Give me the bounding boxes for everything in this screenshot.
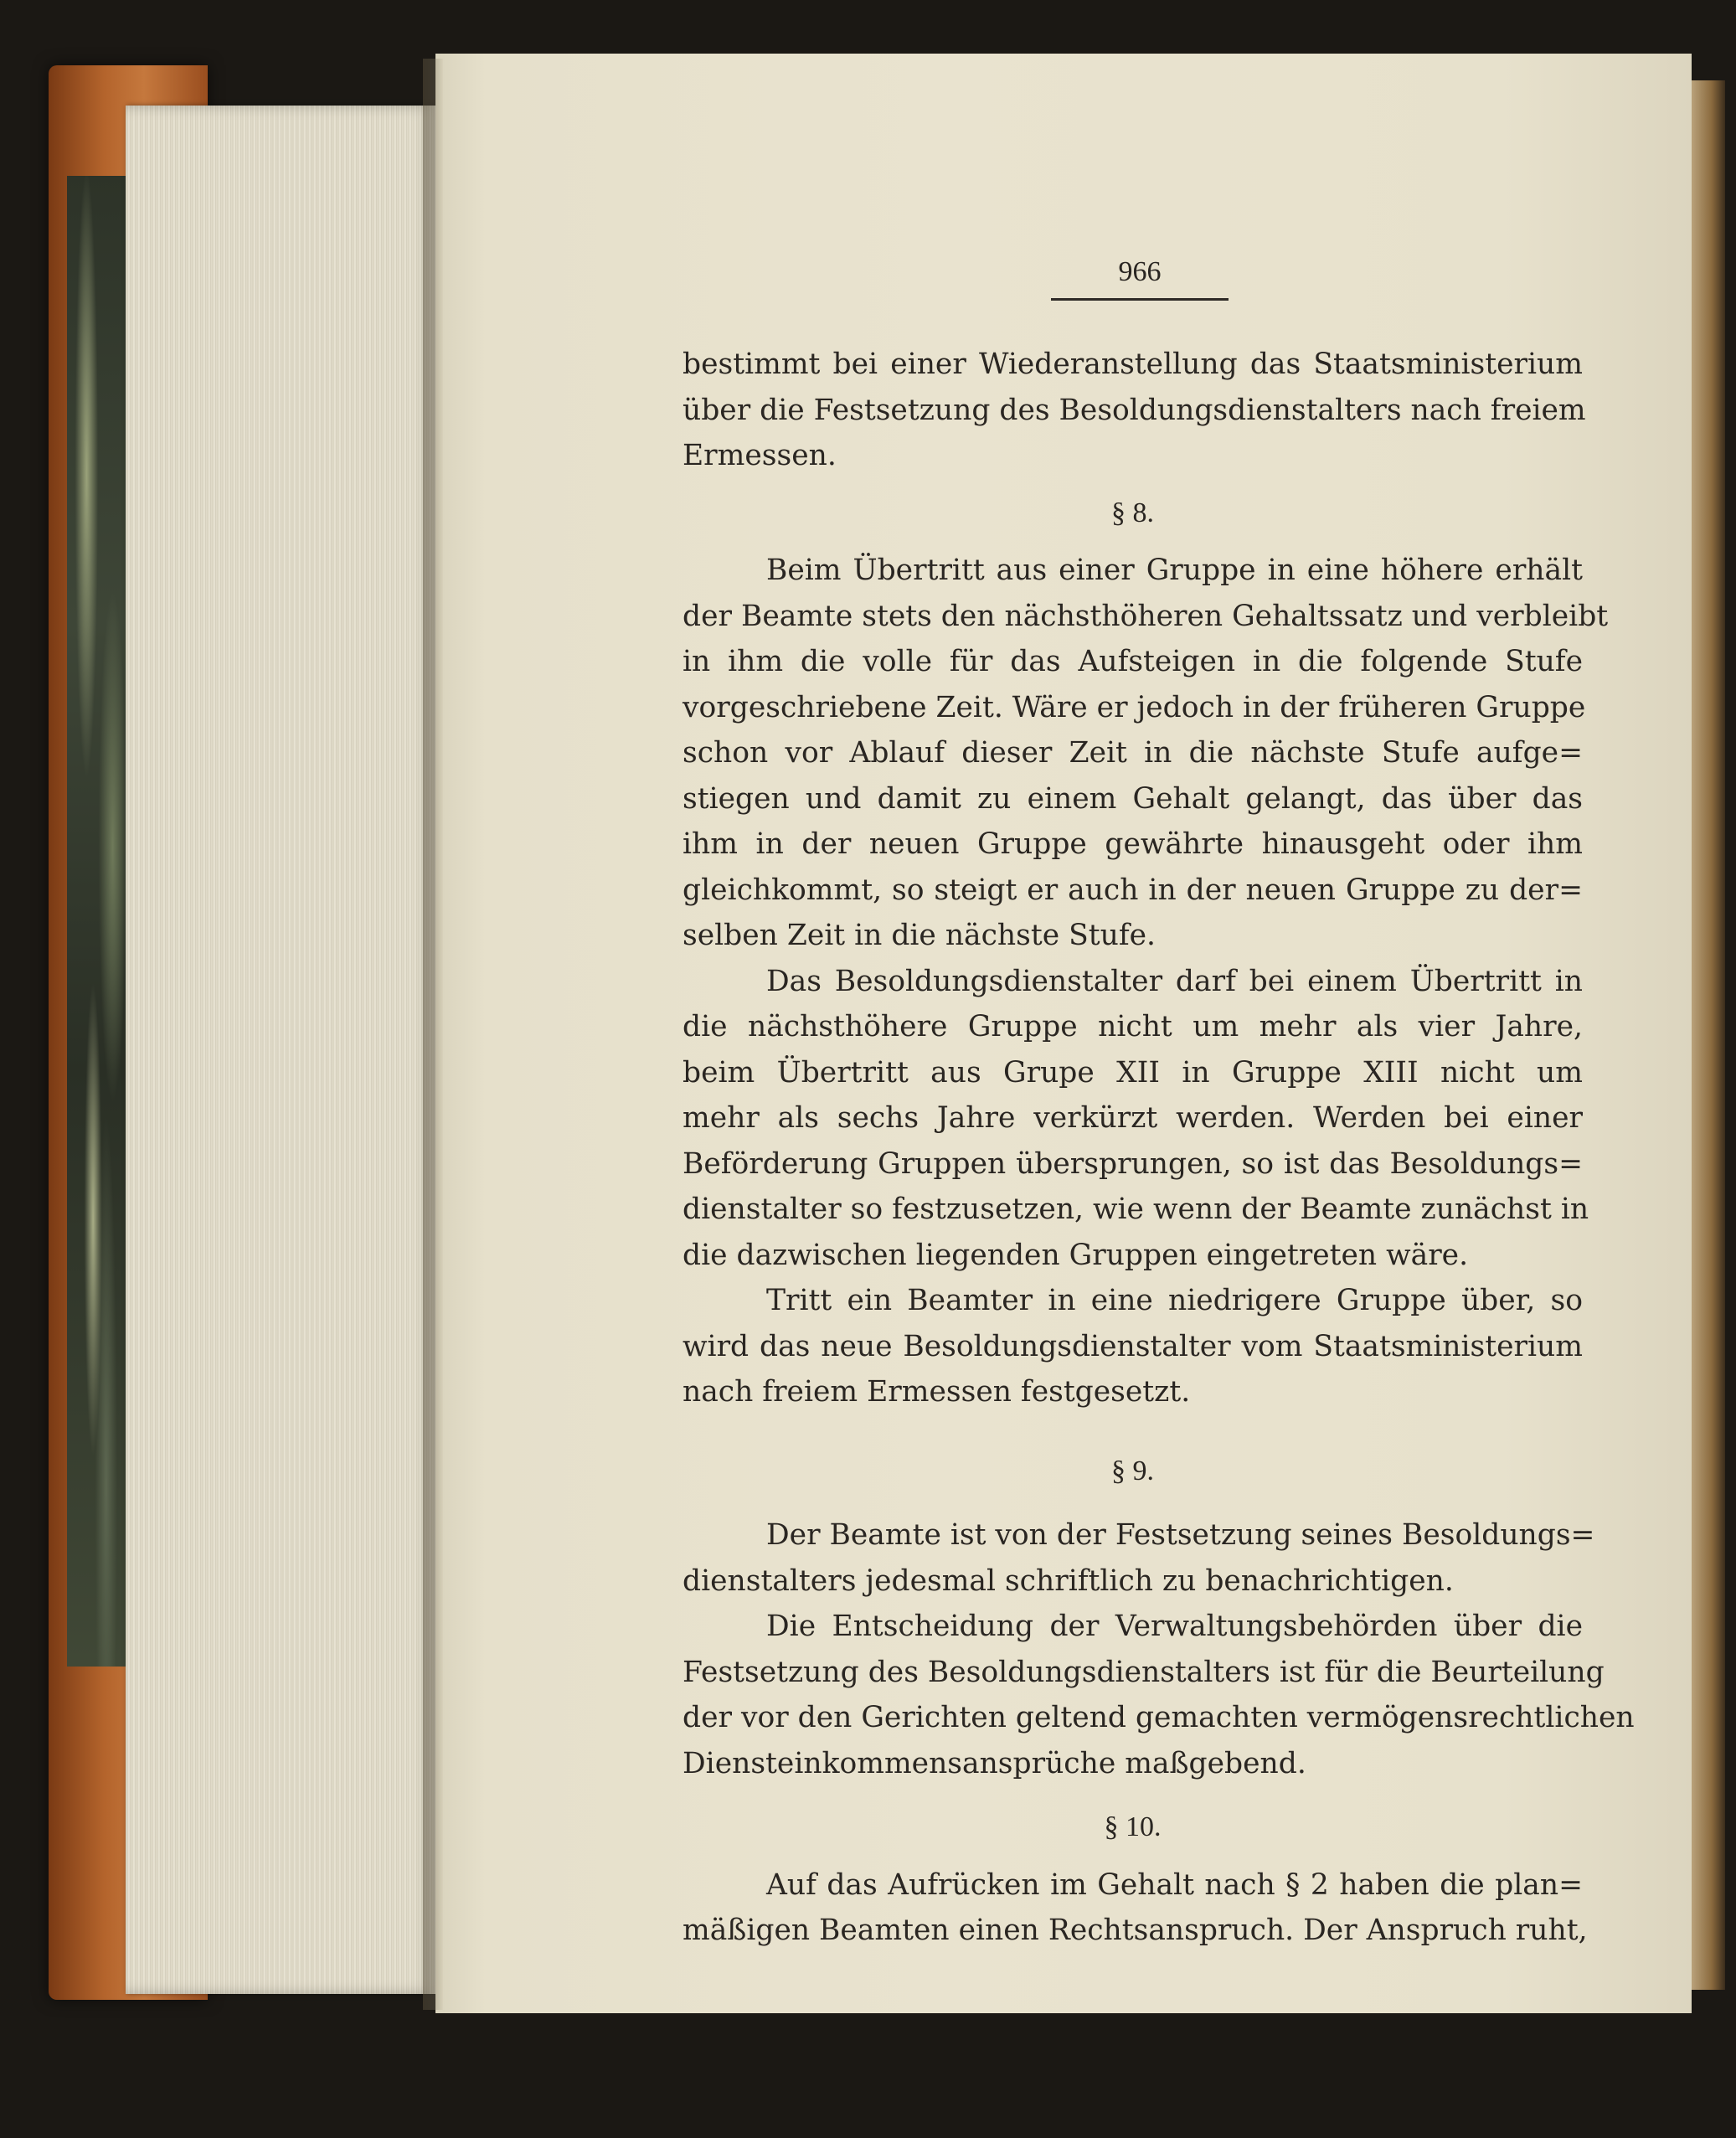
text-line: ihm in der neuen Gruppe gewährte hinausgeht oder ihm (683, 827, 1583, 861)
paragraph-s10-1 (683, 1862, 1588, 1954)
text-line: Beim Übertritt aus einer Gruppe in eine höhere erhält (766, 554, 1583, 587)
paragraph-s9-2 (683, 1604, 1635, 1786)
text-line: mehr als sechs Jahre verkürzt werden. Werden bei einer (683, 1101, 1583, 1135)
text-line: der vor den Gerichten geltend gemachten vermögensrechtlichen (683, 1701, 1635, 1734)
page-text (683, 342, 1635, 1954)
text-line: selben Zeit in die nächste Stufe. (683, 919, 1156, 952)
text-line: gleichkommt, so steigt er auch in der neuen Gruppe zu der= (683, 873, 1583, 907)
text-line: Festsetzung des Besoldungsdienstalters ist für die Beurteilung (683, 1655, 1605, 1689)
text-line: in ihm die volle für das Aufsteigen in die folgende Stufe (683, 645, 1583, 678)
text-line: der Beamte stets den nächsthöheren Gehaltssatz und verbleibt (683, 599, 1609, 633)
page-gutter (423, 59, 443, 2010)
text-line: dienstalters jedesmal schriftlich zu benachrichtigen. (683, 1564, 1454, 1598)
text-line: Ermessen. (683, 439, 837, 472)
paragraph-intro (683, 342, 1586, 479)
marbled-cover-board (67, 176, 135, 1667)
text-line: Diensteinkommensansprüche maßgebend. (683, 1746, 1306, 1780)
text-line: die nächsthöhere Gruppe nicht um mehr als vier Jahre, (683, 1010, 1583, 1043)
text-line: Tritt ein Beamter in eine niedrigere Gruppe über, so (766, 1284, 1583, 1317)
text-line: beim Übertritt aus Grupe XII in Gruppe XIII nicht um (683, 1055, 1583, 1090)
text-line: nach freiem Ermessen festgesetzt. (683, 1375, 1191, 1409)
facing-page-edge (1692, 80, 1725, 1990)
text-line: die dazwischen liegenden Gruppen eingetreten wäre. (683, 1238, 1469, 1272)
section-heading-9: § 9. (1111, 1455, 1154, 1486)
text-line: bestimmt bei einer Wiederanstellung das Staatsministerium (683, 348, 1583, 381)
paragraph-s9-1 (683, 1512, 1595, 1604)
page-edges-stack (126, 106, 435, 1994)
text-line: dienstalter so festzusetzen, wie wenn der Beamte zunächst in (683, 1193, 1589, 1226)
text-line: schon vor Ablauf dieser Zeit in die nächste Stufe aufge= (683, 736, 1583, 770)
paragraph-s8-2 (683, 959, 1589, 1279)
text-line: vorgeschriebene Zeit. Wäre er jedoch in der früheren Gruppe (683, 690, 1586, 724)
section-heading-8: § 8. (1111, 497, 1154, 528)
text-line: Die Entscheidung der Verwaltungsbehörden über die (766, 1610, 1583, 1643)
paragraph-s8-1 (683, 548, 1609, 959)
text-line: Beförderung Gruppen übersprungen, so ist das Besoldungs= (683, 1146, 1583, 1181)
text-line: Auf das Aufrücken im Gehalt nach § 2 haben die plan= (766, 1868, 1583, 1902)
page-number-rule (1051, 298, 1229, 301)
text-line: Das Besoldungsdienstalter darf bei einem Übertritt in (766, 964, 1583, 998)
paragraph-s8-3 (683, 1278, 1583, 1415)
text-line: stiegen und damit zu einem Gehalt gelangt, das über das (683, 781, 1583, 816)
text-line: wird das neue Besoldungsdienstalter vom Staatsministerium (683, 1329, 1583, 1363)
text-line: über die Festsetzung des Besoldungsdienstalters nach freiem (683, 393, 1586, 427)
page-number: 966 (1118, 256, 1162, 287)
text-line: Der Beamte ist von der Festsetzung seines Besoldungs= (766, 1518, 1595, 1552)
text-line: mäßigen Beamten einen Rechtsanspruch. Der Anspruch ruht, (683, 1914, 1588, 1947)
section-heading-10: § 10. (1104, 1811, 1162, 1842)
